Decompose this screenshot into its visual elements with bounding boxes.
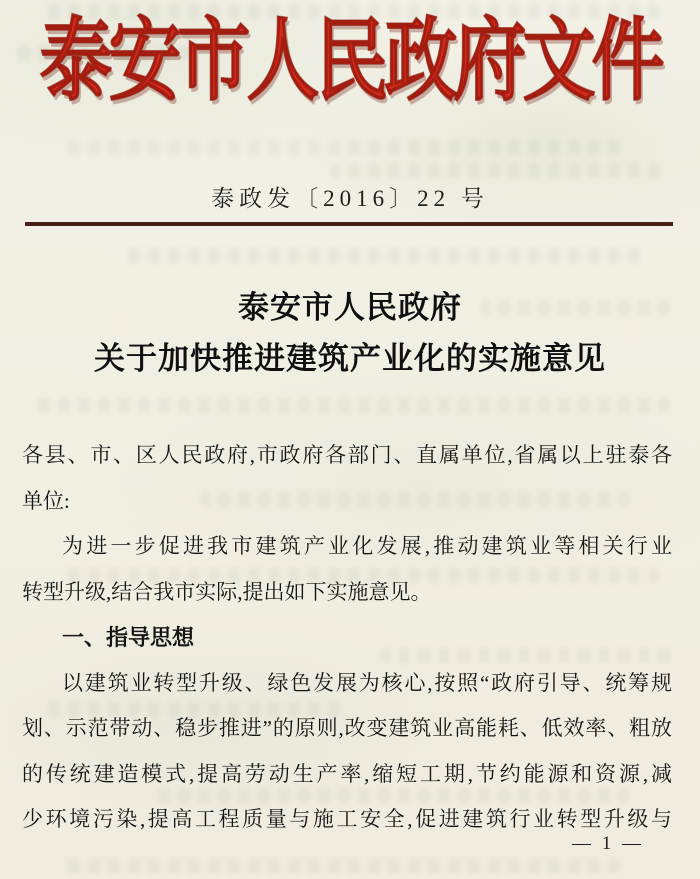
document-title-subject: 关于加快推进建筑产业化的实施意见 [94, 341, 606, 376]
masthead-row [0, 11, 700, 112]
document-title-issuer: 泰安市人民政府 [238, 290, 462, 325]
document-title [0, 282, 700, 384]
page-number: — 1 — [572, 833, 644, 854]
body-text-line: 的传统建造模式,提高劳动生产率,缩短工期,节约能源和资源,减 [22, 761, 672, 786]
bleedthrough-mark [60, 140, 620, 155]
body-text-line: 以建筑业转型升级、绿色发展为核心,按照“政府引导、统筹规 [62, 670, 672, 695]
government-letterhead-title: 泰安市人民政府文件 [39, 11, 661, 112]
body-text-line: 转型升级,结合我市实际,提出如下实施意见。 [22, 579, 432, 604]
document-reference-number: 泰政发〔2016〕22 号 [211, 186, 489, 211]
letterhead-divider-rule [25, 222, 673, 226]
bleedthrough-mark [120, 248, 640, 263]
body-text-line: 单位: [22, 488, 70, 513]
bleedthrough-mark [60, 858, 620, 873]
body-text-line: 划、示范带动、稳步推进”的原则,改变建筑业高能耗、低效率、粗放 [22, 716, 672, 740]
body-section-heading: 一、指导思想 [62, 625, 195, 650]
body-text-line: 为进一步促进我市建筑产业化发展,推动建筑业等相关行业 [62, 534, 672, 558]
body-text-line: 各县、市、区人民政府,市政府各部门、直属单位,省属以上驻泰各 [22, 443, 672, 467]
document-body [22, 433, 672, 843]
bleedthrough-mark [30, 398, 670, 413]
bleedthrough-mark [330, 163, 660, 178]
body-text-line: 少环境污染,提高工程质量与施工安全,促进建筑行业转型升级与 [22, 807, 672, 831]
